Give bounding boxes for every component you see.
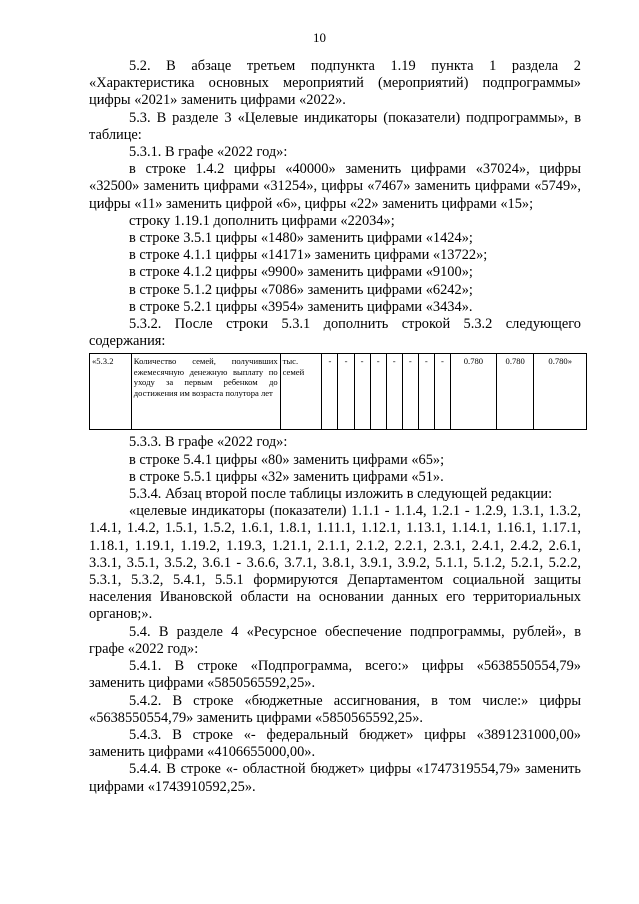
paragraph-5-2: 5.2. В абзаце третьем подпункта 1.19 пункта 1 раздела 2 «Характеристика основных мероприятий (мероприятий) подпрограммы» цифры «2021» заменить цифрами «2022». bbox=[89, 58, 581, 109]
row-4-1-2-change: в строке 4.1.2 цифры «9900» заменить цифрами «9100»; bbox=[129, 264, 473, 281]
dash-cell: - bbox=[338, 354, 354, 430]
row-5-1-2-change: в строке 5.1.2 цифры «7086» заменить цифрами «6242»; bbox=[129, 281, 473, 298]
paragraph-5-4-4: 5.4.4. В строке «- областной бюджет» цифры «1747319554,79» заменить цифрами «1743910592,25». bbox=[89, 761, 581, 795]
row-4-1-1-change: в строке 4.1.1 цифры «14171» заменить цифрами «13722»; bbox=[129, 247, 488, 264]
page-number: 10 bbox=[313, 30, 326, 45]
paragraph-5-3-2-line2: содержания: bbox=[89, 333, 166, 350]
dash-cell: - bbox=[386, 354, 402, 430]
paragraph-5-3-4-quote: «целевые индикаторы (показатели) 1.1.1 - 1.1.4, 1.2.1 - 1.2.9, 1.3.1, 1.3.2, 1.4.1, 1.4.2, 1.5.1, 1.5.2, 1.6.1, 1.8.1, 1.11.1, 1.12.1, 1.13.1, 1.14.1, 1.16.1, 1.17.1, 1.18.1, 1.19.1, 1.19.2, 1.19.3, 1.21.1, 2.1.1, 2.1.2, 2.2.1, 2.3.1, 2.4.1, 2.4.2, 2.6.1, 3.3.1, 3.5.1, 3.5.2, 3.6.1 - 3.6.6, 3.7.1, 3.8.1, 3.9.1, 3.9.2, 5.1.1, 5.1.2, 5.2.1, 5.2.2, 5.3.1, 5.3.2, 5.4.1, 5.5.1 формируются Департаментом социальной защиты населения Ивановской области на основании данных его территориальных органов;». bbox=[89, 503, 581, 623]
value-cell: 0.780 bbox=[496, 354, 533, 430]
dash-cell: - bbox=[434, 354, 450, 430]
row-5-5-1-change: в строке 5.5.1 цифры «32» заменить цифрами «51». bbox=[129, 468, 444, 485]
row-5-2-1-change: в строке 5.2.1 цифры «3954» заменить цифрами «3434». bbox=[129, 298, 473, 315]
paragraph-5-3-2-line1: 5.3.2. После строки 5.3.1 дополнить строкой 5.3.2 следующего bbox=[129, 316, 581, 333]
dash-cell: - bbox=[402, 354, 418, 430]
paragraph-5-3: 5.3. В разделе 3 «Целевые индикаторы (показатели) подпрограммы», в таблице: bbox=[89, 109, 581, 143]
value-cell: 0.780 bbox=[450, 354, 496, 430]
inserted-row-table bbox=[89, 353, 587, 430]
row-indicator-name: Количество семей, получивших ежемесячную денежную выплату по уходу за первым ребенком до достижения им возраста полутора лет bbox=[131, 354, 280, 430]
value-cell: 0.780» bbox=[534, 354, 587, 430]
paragraph-5-3-3: 5.3.3. В графе «2022 год»: bbox=[129, 434, 288, 451]
document-body bbox=[89, 58, 581, 796]
dash-cell: - bbox=[418, 354, 434, 430]
row-1-4-2-change: в строке 1.4.2 цифры «40000» заменить цифрами «37024», цифры «32500» заменить цифрами «31254», цифры «7467» заменить цифрами «5749», цифры «11» заменить цифрой «6», цифры «22» заменить цифрами «15»; bbox=[89, 161, 581, 212]
row-1-19-1-change: строку 1.19.1 дополнить цифрами «22034»; bbox=[129, 212, 395, 229]
paragraph-5-3-4: 5.3.4. Абзац второй после таблицы изложить в следующей редакции: bbox=[129, 486, 553, 503]
paragraph-5-4-1: 5.4.1. В строке «Подпрограмма, всего:» цифры «5638550554,79» заменить цифрами «5850565592,25». bbox=[89, 658, 581, 692]
paragraph-5-4: 5.4. В разделе 4 «Ресурсное обеспечение подпрограммы, рублей», в графе «2022 год»: bbox=[89, 623, 581, 657]
paragraph-5-4-2: 5.4.2. В строке «бюджетные ассигнования, в том числе:» цифры «5638550554,79» заменить цифрами «5850565592,25». bbox=[89, 692, 581, 726]
row-5-4-1-change: в строке 5.4.1 цифры «80» заменить цифрами «65»; bbox=[129, 451, 445, 468]
row-unit: тыс. семей bbox=[280, 354, 322, 430]
dash-cell: - bbox=[354, 354, 370, 430]
paragraph-5-4-3: 5.4.3. В строке «- федеральный бюджет» цифры «3891231000,00» заменить цифрами «4106655000,00». bbox=[89, 726, 581, 761]
row-3-5-1-change: в строке 3.5.1 цифры «1480» заменить цифрами «1424»; bbox=[129, 230, 473, 247]
table-row bbox=[90, 354, 587, 430]
paragraph-5-3-1: 5.3.1. В графе «2022 год»: bbox=[129, 144, 288, 161]
dash-cell: - bbox=[322, 354, 338, 430]
dash-cell: - bbox=[370, 354, 386, 430]
row-code: «5.3.2 bbox=[90, 354, 132, 430]
